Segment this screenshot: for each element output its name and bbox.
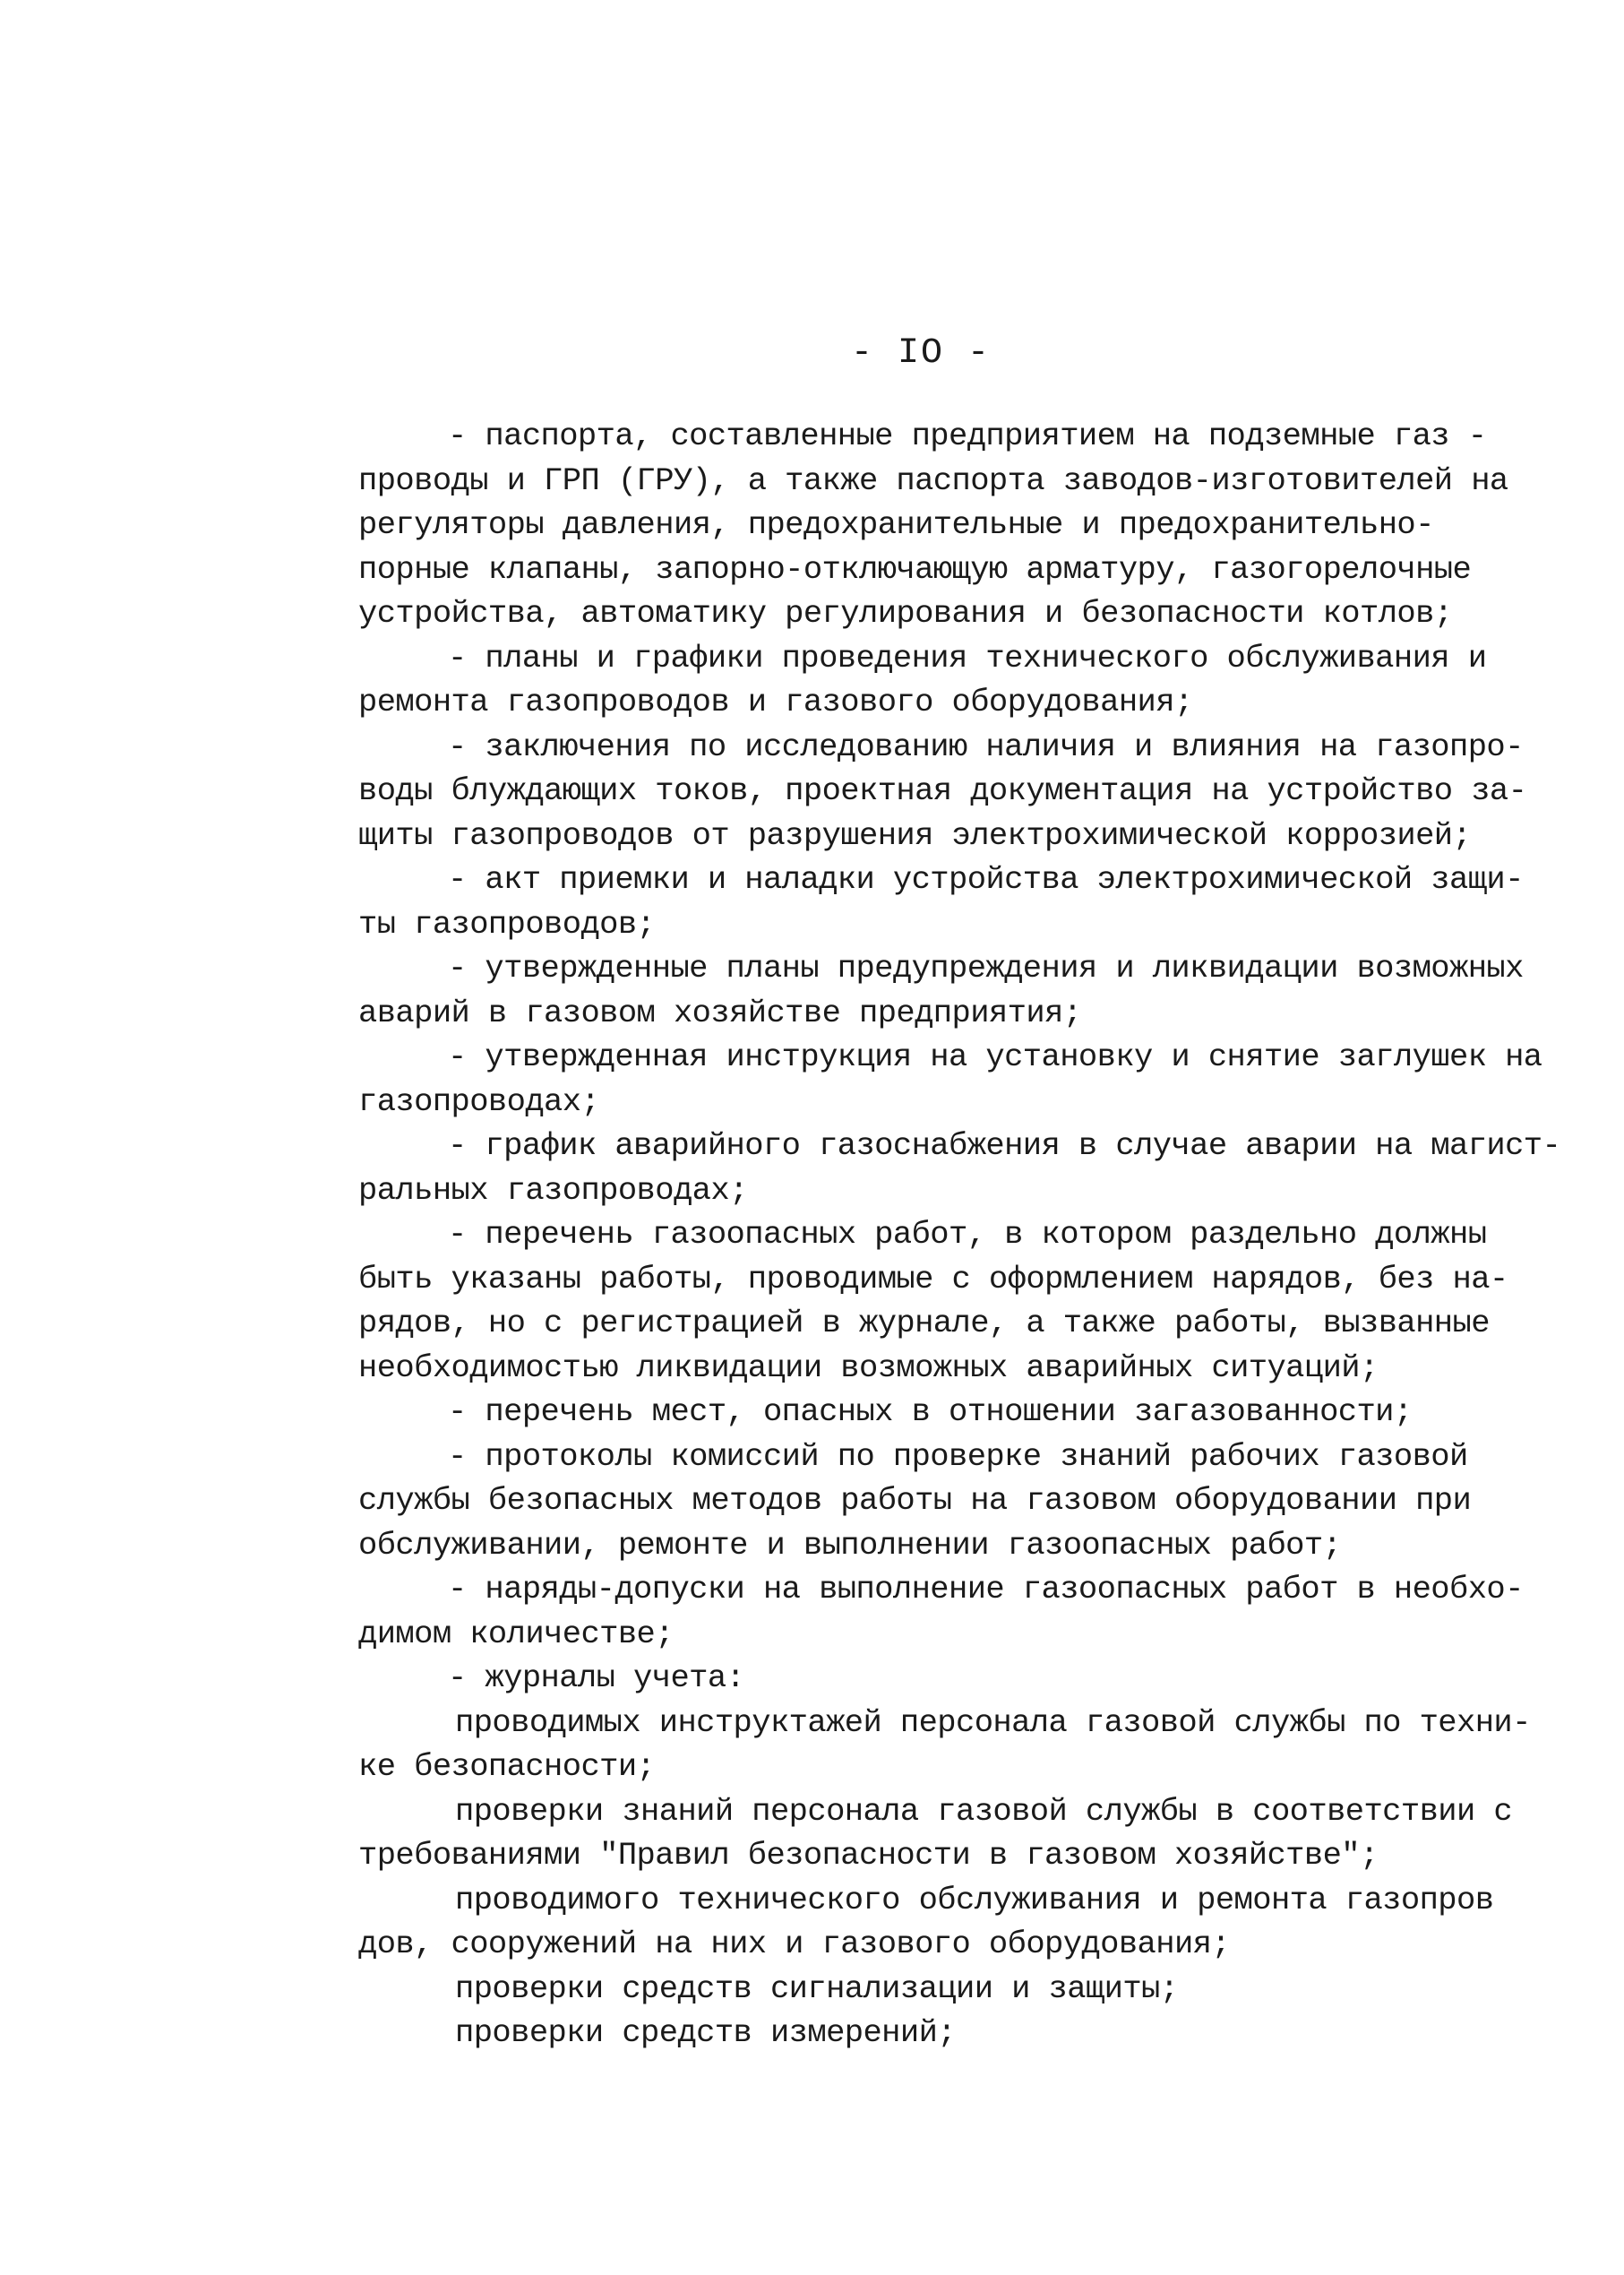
text-line: - перечень газоопасных работ, в котором раздельно должны bbox=[448, 1216, 1487, 1253]
text-line: - наряды-допуски на выполнение газоопасных работ в необхо- bbox=[448, 1571, 1524, 1607]
text-line: проверки средств измерений; bbox=[455, 2014, 956, 2051]
text-line: щиты газопроводов от разрушения электрохимической коррозией; bbox=[358, 816, 1472, 854]
text-line: ральных газопроводах; bbox=[358, 1171, 748, 1209]
text-line: - утвержденная инструкция на установку и снятие заглушек на bbox=[448, 1038, 1542, 1075]
text-line: службы безопасных методов работы на газовом оборудовании при bbox=[358, 1482, 1472, 1519]
text-line: рядов, но с регистрацией в журнале, а также работы, вызванные bbox=[358, 1305, 1490, 1341]
text-line: - акт приемки и наладки устройства электрохимической защи- bbox=[448, 861, 1524, 898]
text-line: - планы и графики проведения технического обслуживания и bbox=[448, 639, 1487, 676]
text-line: проводимых инструктажей персонала газовой службы по техни- bbox=[455, 1703, 1531, 1741]
text-line: порные клапаны, запорно-отключающую арматуру, газогорелочные bbox=[358, 550, 1472, 588]
text-line: необходимостью ликвидации возможных аварийных ситуаций; bbox=[358, 1349, 1379, 1386]
text-line: димом количестве; bbox=[358, 1615, 674, 1652]
text-line: проверки знаний персонала газовой службы в соответствии с bbox=[455, 1792, 1513, 1830]
text-line: ке безопасности; bbox=[358, 1748, 656, 1785]
text-line: - журналы учета: bbox=[448, 1659, 745, 1696]
text-line: проводимого технического обслуживания и ремонта газопров bbox=[455, 1881, 1494, 1918]
text-line: устройства, автоматику регулирования и безопасности котлов; bbox=[358, 595, 1453, 632]
text-line: дов, сооружений на них и газового оборудования; bbox=[358, 1926, 1231, 1962]
text-line: аварий в газовом хозяйстве предприятия; bbox=[358, 994, 1082, 1031]
text-line: быть указаны работы, проводимые с оформлением нарядов, без на- bbox=[358, 1260, 1508, 1297]
text-line: обслуживании, ремонте и выполнении газоопасных работ; bbox=[358, 1526, 1342, 1564]
text-line: требованиями "Правил безопасности в газовом хозяйстве"; bbox=[358, 1837, 1379, 1874]
text-line: ты газопроводов; bbox=[358, 905, 656, 943]
text-line: - график аварийного газоснабжения в случае аварии на магист- bbox=[448, 1127, 1561, 1164]
text-line: - перечень мест, опасных в отношении загазованности; bbox=[448, 1393, 1413, 1430]
text-line: - протоколы комиссий по проверке знаний рабочих газовой bbox=[448, 1437, 1468, 1475]
text-line: воды блуждающих токов, проектная документация на устройство за- bbox=[358, 772, 1527, 809]
text-line: - заключения по исследованию наличия и влияния на газопро- bbox=[448, 728, 1524, 765]
text-line: - паспорта, составленные предприятием на подземные газ - bbox=[448, 418, 1487, 454]
text-line: проводы и ГРП (ГРУ), а также паспорта заводов-изготовителей на bbox=[358, 461, 1508, 499]
text-line: газопроводах; bbox=[358, 1082, 600, 1120]
text-line: регуляторы давления, предохранительные и предохранительно- bbox=[358, 506, 1434, 543]
body-text bbox=[358, 414, 1561, 2055]
page-number: - IO - bbox=[851, 333, 992, 374]
text-line: - утвержденные планы предупреждения и ликвидации возможных bbox=[448, 950, 1524, 987]
text-line: проверки средств сигнализации и защиты; bbox=[455, 1969, 1179, 2007]
text-line: ремонта газопроводов и газового оборудования; bbox=[358, 684, 1193, 720]
